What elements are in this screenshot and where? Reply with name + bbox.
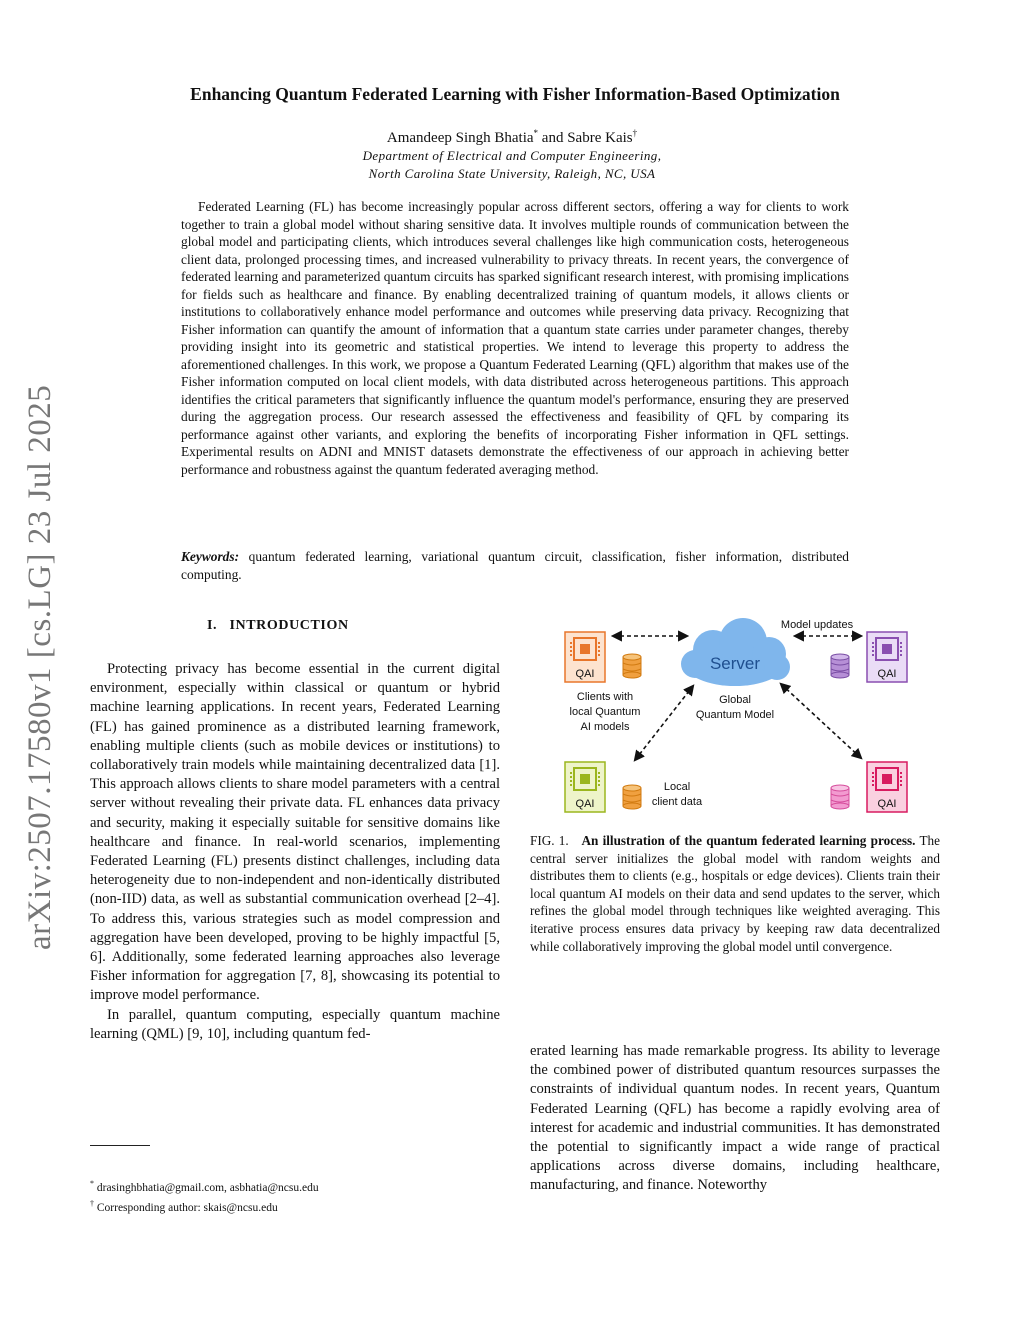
keywords-label: Keywords:: [181, 549, 240, 564]
database-icon-bottom-left: [623, 785, 641, 809]
footnote-rule: [90, 1145, 150, 1146]
section-title: INTRODUCTION: [229, 618, 349, 633]
database-icon-bottom-right: [831, 785, 849, 809]
figure-qfl-diagram: [555, 612, 925, 822]
intro-right-column: [530, 1042, 940, 1196]
paper-title: Enhancing Quantum Federated Learning with Fisher Information-Based Optimization: [190, 84, 840, 104]
intro-paragraph-2-continued: erated learning has made remarkable progress. Its ability to leverage the combined power of distributed quantum resources surpasses the constraints of individual quantum nodes. In recent years, Quantum Federated Learning (QFL) has become a rapidly evolving area of interest for academic and industrial communities. It has demonstrated the potential to significantly impact a wide range of practical applications across diverse domains, including healthcare, manufacturing, and finance. Noteworthy: [530, 1043, 940, 1194]
author-2: Sabre Kais: [567, 130, 633, 146]
authors-and: and: [541, 130, 564, 146]
database-icon-top-left: [623, 654, 641, 678]
clients-label-1: Clients with: [576, 691, 634, 703]
caption-text: The central server initializes the global model with random weights and distributes them to clients (e.g., hospitals or edge devices). Clients train their local quantum AI models on their data and send updates to the server, which refines the global model through techniques like weighted averaging. This iterative process ensures data privacy by keeping raw data decentralized while collaboratively improving the global model until convergence.: [530, 833, 941, 954]
keywords-text: quantum federated learning, variational quantum circuit, classification, fisher information, distributed computing.: [181, 549, 849, 582]
section-heading: [207, 618, 349, 634]
local-label-1: Local: [663, 781, 691, 793]
abstract: [181, 198, 849, 478]
database-icon-top-right: [831, 654, 849, 678]
affiliation-line-1: Department of Electrical and Computer Engineering,: [362, 148, 662, 163]
footnote-1: * drasinghbhatia@gmail.com, asbhatia@ncsu.edu: [90, 1179, 319, 1194]
author-1-mark: *: [533, 128, 539, 138]
caption-label: FIG. 1.: [530, 833, 569, 848]
clients-label-3: AI models: [580, 721, 630, 733]
global-label-1: Global: [719, 694, 751, 706]
section-number: I.: [207, 618, 218, 633]
abstract-text: Federated Learning (FL) has become increasingly popular across different sectors, offering a way for clients to work together to train a global model without sharing sensitive data. It involves multiple rounds of communication between the global model and participating clients, which introduces several challenges like high communication costs, heterogeneous client data, prolonged processing times, and increased vulnerability to privacy threats. In recent years, the convergence of federated learning and parameterized quantum circuits has sparked significant research interest, with promising implications for fields such as healthcare and finance. By enabling decentralized training of quantum models, it allows clients or institutions to collaboratively enhance model performance and outcomes while preserving data privacy. Recognizing that Fisher information can quantify the amount of information that a quantum state carries under parameter changes, thereby providing insight into its geometric and statistical properties. We intend to leverage this property to address the aforementioned challenges. In this work, we propose a Quantum Federated Learning (QFL) algorithm that makes use of the Fisher information computed on local client models, with data distributed across heterogeneous partitions. This approach identifies the critical parameters that significantly influence the quantum model's performance, ensuring they are preserved during the aggregation process. Our research assessed the effectiveness and feasibility of QFL by comparing its performance against other variants, and exploring the benefits of incorporating Fisher information in QFL settings. Experimental results on ADNI and MNIST datasets demonstrate the effectiveness of our approach in achieving better performance and robustness against the quantum federated averaging method.: [181, 199, 849, 477]
server-label: Server: [709, 654, 761, 673]
authors: [0, 128, 1024, 147]
affiliation-line-2: North Carolina State University, Raleigh, NC, USA: [368, 166, 656, 181]
server-cloud-icon: [681, 618, 790, 686]
chip-label-top-left: QAI: [575, 668, 595, 680]
clients-label-2: local Quantum: [569, 706, 641, 718]
footnote-2: † Corresponding author: skais@ncsu.edu: [90, 1198, 278, 1214]
author-1: Amandeep Singh Bhatia: [386, 130, 534, 146]
intro-paragraph-1: Protecting privacy has become essential in the current digital environment, especially within classical or quantum or hybrid machine learning applications. In recent years, Federated Learning (FL) has gained prominence as a distributed learning framework, enabling multiple clients (such as mobile devices or institutions) to collaboratively train models while maintaining decentralized data [1]. This approach allows clients to share model parameters with a central server without revealing their private data. FL enhances data privacy and security, making it especially suitable for sensitive domains like healthcare and finance. In real-world scenarios, implementing Federated Learning (FL) presents distinct challenges, including data heterogeneity due to non-independent and non-identically distributed (non-IID) data, as well as substantial communication overhead [2–4]. To address this, various strategies such as model compression and aggregation have been developed, proving to be highly impactful [5, 6]. Additionally, some federated learning approaches also leverage Fisher information for aggregation [7, 8], showcasing its potential to improve model performance.: [90, 661, 500, 1004]
footnotes: [90, 1176, 510, 1216]
model-updates-label: Model updates: [780, 619, 854, 631]
keywords: [181, 548, 849, 583]
global-label-2: Quantum Model: [695, 709, 775, 721]
intro-paragraph-2: In parallel, quantum computing, especially quantum machine learning (QML) [9, 10], including quantum fed-: [90, 1006, 500, 1042]
caption-head: An illustration of the quantum federated learning process.: [581, 833, 916, 848]
chip-label-bottom-right: QAI: [877, 798, 897, 810]
author-2-mark: †: [632, 128, 638, 138]
figure-caption: [530, 832, 940, 955]
arrow-bottom-left: [635, 686, 693, 760]
intro-left-column: [90, 660, 500, 1044]
chip-label-top-right: QAI: [877, 668, 897, 680]
chip-label-bottom-left: QAI: [575, 798, 595, 810]
arrow-bottom-right: [781, 684, 861, 758]
local-label-2: client data: [651, 796, 703, 808]
